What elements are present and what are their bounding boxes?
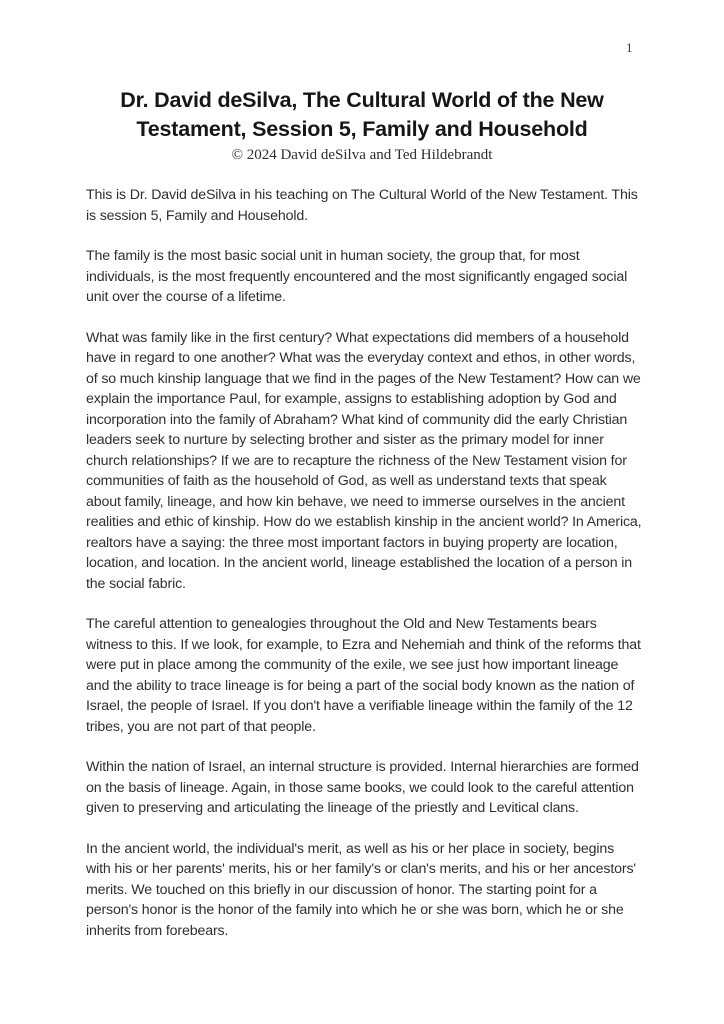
page-title — [0, 0, 724, 144]
page-number: 1 — [626, 40, 633, 55]
document-body — [86, 185, 642, 941]
page-title-line-2: Testament, Session 5, Family and Household — [136, 117, 588, 141]
paragraph-first-century-questions: What was family like in the first century? What expectations did members of a household have in regard to one another? What was the everyday context and ethos, in other words, of so much kinship language that we find in the pages of the New Testament? How can we explain the importance Paul, for example, assigns to establishing adoption by God and incorporation into the family of Abraham? What kind of community did the early Christian leaders seek to nurture by selecting brother and sister as the primary model for inner church relationships? If we are to recapture the richness of the New Testament vision for communities of faith as the household of God, as well as understand texts that speak about family, lineage, and how kin behave, we need to immerse ourselves in the ancient realities and ethic of kinship. How do we establish kinship in the ancient world? In America, realtors have a saying: the three most important factors in buying property are location, location, and location. In the ancient world, lineage established the location of a person in the social fabric. — [86, 329, 642, 592]
paragraph-family-basic-unit: The family is the most basic social unit in human society, the group that, for most individuals, is the most frequently encountered and the most significantly engaged social unit over the course of a lifetime. — [86, 248, 628, 305]
paragraph-genealogies: The careful attention to genealogies throughout the Old and New Testaments bears witness to this. If we look, for example, to Ezra and Nehemiah and think of the reforms that were put in place among the community of the exile, we see just how important lineage and the ability to trace lineage is for being a part of the social body known as the nation of Israel, the people of Israel. If you don't have a verifiable lineage within the family of the 12 tribes, you are not part of that people. — [86, 616, 641, 735]
copyright-line: © 2024 David deSilva and Ted Hildebrandt — [231, 147, 493, 163]
paragraph-individual-merit: In the ancient world, the individual's merit, as well as his or her place in society, begins with his or her parents' merits, his or her family's or clan's merits, and his or her ancestors' merits. We touched on this briefly in our discussion of honor. The starting point for a person's honor is the honor of the family into which he or she was born, which he or she inherits from forebears. — [86, 840, 636, 939]
page-title-line-1: Dr. David deSilva, The Cultural World of the New — [120, 88, 604, 112]
paragraph-intro: This is Dr. David deSilva in his teaching on The Cultural World of the New Testament. This is session 5, Family and Household. — [86, 187, 638, 224]
paragraph-internal-structure: Within the nation of Israel, an internal structure is provided. Internal hierarchies are formed on the basis of lineage. Again, in those same books, we could look to the careful attention given to preserving and articulating the lineage of the priestly and Levitical clans. — [86, 759, 639, 816]
